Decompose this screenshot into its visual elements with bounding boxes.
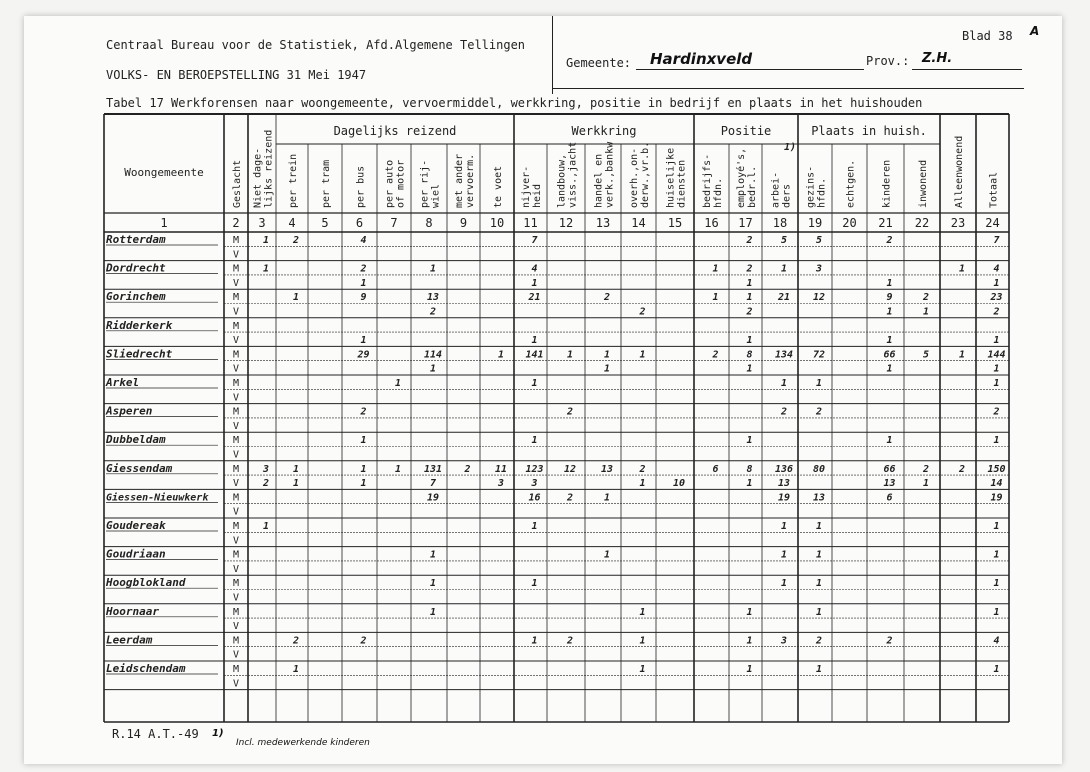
gender-v: V — [232, 678, 240, 690]
cell-value: 134 — [774, 349, 794, 361]
cell-value: 19 — [990, 492, 1003, 504]
blad-label: Blad 38 — [962, 29, 1013, 43]
cell-value: 3 — [815, 263, 823, 275]
cell-value: 1 — [993, 606, 1000, 618]
cell-value: 13 — [883, 478, 896, 490]
gender-m: M — [232, 235, 240, 246]
cell-value: 123 — [525, 463, 544, 475]
cell-value: 1 — [815, 606, 823, 618]
cell-value: 1 — [292, 292, 300, 304]
cell-value: 1 — [815, 549, 823, 561]
cell-value: 1 — [429, 263, 437, 275]
column-number-22: 22 — [914, 216, 930, 230]
gender-m: M — [232, 635, 240, 647]
cell-value: 4 — [993, 263, 1000, 275]
municipality-name: Giessen-Nieuwkerk — [106, 492, 209, 504]
cell-value: 1 — [993, 549, 1000, 561]
column-label-3-part-1: lijks reizend — [263, 129, 275, 208]
cell-value: 141 — [525, 349, 544, 361]
cell-value: 2 — [780, 406, 788, 418]
cell-value: 1 — [360, 435, 367, 447]
cell-value: 3 — [531, 478, 538, 490]
cell-value: 2 — [993, 306, 1000, 318]
cell-value: 1 — [292, 478, 300, 490]
cell-value: 1 — [886, 435, 893, 447]
cell-value: 12 — [563, 463, 577, 475]
census-sheet — [24, 16, 1062, 764]
cell-value: 14 — [990, 478, 1003, 490]
cell-value: 1 — [746, 478, 753, 490]
cell-value: 2 — [292, 235, 300, 246]
cell-value: 8 — [746, 463, 753, 475]
column-label-7-part-0: per auto — [384, 159, 396, 208]
gender-m: M — [232, 406, 240, 418]
column-label-4-part-0: per trein — [288, 153, 299, 208]
cell-value: 3 — [262, 463, 270, 475]
cell-value: 1 — [780, 521, 788, 532]
cell-value: 1 — [360, 335, 367, 347]
cell-value: 1 — [531, 635, 538, 647]
gender-m: M — [232, 435, 240, 447]
cell-value: 4 — [360, 235, 367, 246]
cell-value: 5 — [815, 235, 823, 246]
table-title: Tabel 17 Werkforensen naar woongemeente, vervoermiddel, werkkring, positie in bedrijf en plaats in het huishouden — [106, 96, 923, 110]
cell-value: 1 — [394, 378, 402, 389]
cell-value: 1 — [360, 463, 367, 475]
cell-value: 1 — [639, 478, 646, 490]
cell-value: 1 — [639, 606, 646, 618]
cell-value: 21 — [528, 292, 541, 304]
gemeente-label: Gemeente: — [566, 56, 632, 70]
column-number-20: 20 — [842, 216, 857, 230]
gender-v: V — [232, 592, 240, 604]
column-number-1: 1 — [160, 216, 168, 230]
municipality-name: Gorinchem — [106, 290, 166, 304]
column-label-19-part-1: hfdn. — [816, 177, 828, 208]
column-number-24: 24 — [985, 216, 1000, 230]
cell-value: 144 — [987, 349, 1006, 361]
cell-value: 66 — [883, 463, 896, 475]
cell-value: 2 — [712, 349, 719, 361]
cell-value: 1 — [746, 335, 753, 347]
cell-value: 1 — [429, 549, 437, 561]
cell-value: 1 — [780, 378, 788, 389]
column-number-17: 17 — [738, 216, 753, 230]
column-label-3-part-0: Niet dage- — [252, 147, 264, 208]
column-number-5: 5 — [321, 216, 329, 230]
cell-value: 7 — [531, 235, 538, 246]
column-label-11-part-0: nijver- — [521, 165, 532, 208]
cell-value: 1 — [993, 335, 1000, 347]
cell-value: 72 — [812, 349, 826, 361]
cell-value: 1 — [746, 664, 753, 675]
cell-value: 1 — [993, 435, 1000, 447]
column-number-12: 12 — [558, 216, 574, 230]
cell-value: 2 — [360, 263, 367, 275]
cell-value: 2 — [566, 635, 574, 647]
cell-value: 1 — [815, 521, 823, 532]
prov-value: Z.H. — [922, 51, 953, 66]
cell-value: 1 — [531, 578, 538, 590]
gender-m: M — [232, 492, 240, 504]
cell-value: 1 — [603, 492, 611, 504]
cell-value: 5 — [922, 349, 930, 361]
column-number-15: 15 — [667, 216, 683, 230]
cell-value: 1 — [886, 335, 893, 347]
blad-suffix: A — [1030, 24, 1040, 38]
cell-value: 1 — [603, 363, 611, 375]
column-label-8-part-0: per rij- — [419, 159, 431, 208]
column-label-21-part-0: kinderen — [881, 159, 893, 208]
gender-m: M — [232, 521, 240, 532]
gender-v: V — [232, 249, 240, 261]
cell-value: 2 — [262, 478, 270, 490]
cell-value: 1 — [886, 306, 893, 318]
cell-value: 2 — [639, 463, 646, 475]
column-label-14-part-1: derw.,vr.b. — [640, 141, 651, 208]
gender-m: M — [232, 664, 240, 675]
cell-value: 6 — [886, 492, 893, 504]
cell-value: 29 — [357, 349, 370, 361]
cell-value: 2 — [746, 306, 753, 318]
municipality-name: Dubbeldam — [106, 433, 166, 447]
cell-value: 1 — [531, 378, 538, 389]
cell-value: 13 — [426, 292, 440, 304]
cell-value: 1 — [780, 549, 788, 561]
column-label-12-part-0: landbouw, — [556, 153, 568, 208]
gender-v: V — [232, 306, 240, 318]
cell-value: 13 — [777, 478, 791, 490]
cell-value: 1 — [886, 277, 893, 289]
group-label-dagelijks: Dagelijks reizend — [333, 124, 457, 138]
column-label-16-part-1: hfdn. — [713, 177, 724, 208]
cell-value: 1 — [993, 578, 1000, 590]
cell-value: 3 — [497, 478, 505, 490]
column-label-13-part-0: handel en — [593, 153, 605, 208]
cell-value: 150 — [987, 463, 1006, 475]
cell-value: 1 — [639, 664, 646, 675]
cell-value: 1 — [922, 478, 930, 490]
gender-m: M — [232, 320, 240, 332]
cell-value: 1 — [639, 635, 646, 647]
gender-v: V — [232, 506, 240, 518]
municipality-name: Ridderkerk — [106, 318, 173, 332]
gender-v: V — [232, 449, 240, 461]
cell-value: 1 — [993, 521, 1000, 532]
column-label-14-part-0: overh.,on- — [629, 147, 640, 208]
cell-value: 2 — [360, 635, 367, 647]
column-number-4: 4 — [288, 216, 296, 230]
cell-value: 1 — [639, 349, 646, 361]
cell-value: 2 — [815, 406, 823, 418]
gender-m: M — [232, 578, 240, 590]
municipality-name: Leidschendam — [106, 662, 186, 675]
column-18-footnote-mark: 1) — [783, 142, 797, 153]
cell-value: 1 — [603, 349, 611, 361]
cell-value: 2 — [746, 235, 753, 246]
column-label-16-part-0: bedrijfs- — [702, 153, 713, 208]
cell-value: 136 — [774, 463, 794, 475]
cell-value: 1 — [815, 664, 823, 675]
cell-value: 1 — [993, 378, 1000, 389]
cell-value: 1 — [603, 549, 611, 561]
column-label-15-part-0: huiselijke — [665, 147, 677, 208]
cell-value: 1 — [746, 292, 753, 304]
cell-value: 1 — [922, 306, 930, 318]
cell-value: 3 — [780, 635, 788, 647]
gender-m: M — [232, 549, 240, 561]
municipality-name: Rotterdam — [106, 233, 166, 246]
cell-value: 19 — [426, 492, 440, 504]
cell-value: 2 — [639, 306, 646, 318]
municipality-name: Hoogblokland — [106, 576, 186, 590]
column-label-24-part-0: Totaal — [988, 171, 1000, 208]
cell-value: 1 — [497, 349, 505, 361]
cell-value: 6 — [712, 463, 719, 475]
cell-value: 9 — [886, 292, 893, 304]
cell-value: 1 — [958, 349, 966, 361]
municipality-name: Hoornaar — [106, 604, 159, 618]
group-label-werkkring: Werkkring — [571, 124, 637, 138]
column-number-23: 23 — [950, 216, 966, 230]
cell-value: 12 — [812, 292, 826, 304]
municipality-name: Goudriaan — [106, 547, 166, 561]
column-label-11-part-1: heid — [532, 183, 543, 208]
gender-m: M — [232, 378, 240, 389]
cell-value: 23 — [990, 292, 1003, 304]
municipality-name: Leerdam — [106, 633, 153, 647]
column-number-8: 8 — [425, 216, 433, 230]
gender-v: V — [232, 535, 240, 547]
footnote-text: Incl. medewerkende kinderen — [236, 738, 370, 748]
gender-v: V — [232, 363, 240, 375]
cell-value: 9 — [360, 292, 367, 304]
cell-value: 7 — [429, 478, 437, 490]
cell-value: 19 — [777, 492, 791, 504]
column-number-14: 14 — [631, 216, 646, 230]
cell-value: 1 — [993, 363, 1000, 375]
cell-value: 2 — [815, 635, 823, 647]
cell-value: 1 — [886, 363, 893, 375]
cell-value: 1 — [394, 463, 402, 475]
cell-value: 2 — [993, 406, 1000, 418]
cell-value: 2 — [292, 635, 300, 647]
column-number-6: 6 — [355, 216, 364, 230]
municipality-name: Asperen — [106, 404, 153, 418]
cell-value: 1 — [531, 277, 538, 289]
cell-value: 2 — [429, 306, 437, 318]
column-label-9-part-1: vervoerm. — [465, 153, 476, 208]
column-number-13: 13 — [595, 216, 611, 230]
column-number-18: 18 — [772, 216, 788, 230]
column-label-18-part-1: ders — [781, 183, 793, 208]
cell-value: 1 — [815, 378, 823, 389]
cell-value: 2 — [464, 463, 471, 475]
cell-value: 16 — [528, 492, 541, 504]
column-number-10: 10 — [489, 216, 505, 230]
cell-value: 8 — [746, 349, 753, 361]
cell-value: 10 — [672, 478, 686, 490]
column-label-17-part-0: employé's, — [736, 147, 747, 208]
gender-v: V — [232, 420, 240, 432]
column-label-2-part-0: Geslacht — [232, 159, 243, 208]
column-number-3: 3 — [258, 216, 266, 230]
column-number-2: 2 — [232, 216, 240, 230]
footnote-mark: 1) — [212, 728, 224, 739]
column-label-9-part-0: met ander — [454, 153, 465, 208]
group-label-positie: Positie — [720, 124, 772, 138]
gender-m: M — [232, 349, 240, 361]
column-label-13-part-1: verk.,bankw — [604, 141, 616, 208]
cell-value: 1 — [262, 263, 270, 275]
cell-value: 2 — [922, 292, 930, 304]
cell-value: 1 — [958, 263, 966, 275]
cell-value: 1 — [746, 635, 753, 647]
cell-value: 1 — [429, 606, 437, 618]
census-heading: VOLKS- EN BEROEPSTELLING 31 Mei 1947 — [106, 68, 367, 82]
cell-value: 7 — [993, 235, 1000, 246]
column-label-18-part-0: arbei- — [770, 171, 782, 208]
cell-value: 5 — [780, 235, 788, 246]
municipality-name: Sliedrecht — [106, 347, 173, 361]
cell-value: 1 — [780, 263, 788, 275]
gemeente-value: Hardinxveld — [650, 50, 753, 68]
cell-value: 1 — [712, 263, 719, 275]
column-label-7-part-1: of motor — [395, 159, 407, 208]
cell-value: 1 — [292, 664, 300, 675]
gender-v: V — [232, 478, 240, 490]
column-label-woongemeente: Woongemeente — [124, 166, 204, 179]
cell-value: 2 — [566, 492, 574, 504]
cell-value: 2 — [886, 635, 893, 647]
cell-value: 1 — [292, 463, 300, 475]
column-label-8-part-1: wiel — [430, 183, 442, 208]
cell-value: 1 — [746, 363, 753, 375]
municipality-name: Arkel — [106, 376, 140, 389]
cell-value: 13 — [812, 492, 826, 504]
cell-value: 1 — [746, 435, 753, 447]
cell-value: 114 — [423, 349, 443, 361]
cell-value: 1 — [531, 521, 538, 532]
cell-value: 1 — [262, 521, 270, 532]
column-label-5-part-0: per tram — [321, 159, 332, 208]
cell-value: 4 — [531, 263, 538, 275]
census-table — [24, 16, 1062, 764]
column-label-12-part-1: viss.,jacht — [567, 141, 579, 208]
gender-v: V — [232, 392, 240, 404]
column-number-19: 19 — [807, 216, 823, 230]
cell-value: 1 — [712, 292, 719, 304]
gender-m: M — [232, 606, 240, 618]
gender-v: V — [232, 277, 240, 289]
cell-value: 1 — [780, 578, 788, 590]
column-label-19-part-0: gezins- — [805, 165, 817, 208]
cell-value: 1 — [531, 435, 538, 447]
column-label-23-part-0: Alleenwonend — [954, 135, 965, 208]
cell-value: 1 — [531, 335, 538, 347]
column-label-17-part-1: bedr.l. — [747, 165, 758, 208]
cell-value: 2 — [603, 292, 611, 304]
column-number-7: 7 — [390, 216, 398, 230]
cell-value: 1 — [360, 277, 367, 289]
gender-m: M — [232, 263, 240, 275]
cell-value: 1 — [815, 578, 823, 590]
cell-value: 1 — [262, 235, 270, 246]
gender-v: V — [232, 335, 240, 347]
cell-value: 2 — [360, 406, 367, 418]
cell-value: 131 — [423, 463, 443, 475]
cell-value: 4 — [993, 635, 1000, 647]
cell-value: 2 — [746, 263, 753, 275]
cell-value: 2 — [922, 463, 930, 475]
cell-value: 1 — [993, 277, 1000, 289]
cell-value: 2 — [958, 463, 966, 475]
column-label-10-part-0: te voet — [493, 165, 504, 208]
cell-value: 1 — [746, 277, 753, 289]
bureau-heading: Centraal Bureau voor de Statistiek, Afd.Algemene Tellingen — [106, 38, 526, 52]
column-label-15-part-1: diensten — [676, 159, 688, 208]
cell-value: 1 — [566, 349, 574, 361]
gender-m: M — [232, 292, 240, 304]
form-code: R.14 A.T.-49 — [112, 727, 199, 741]
municipality-name: Goudereak — [106, 519, 166, 532]
cell-value: 1 — [429, 578, 437, 590]
prov-label: Prov.: — [866, 54, 910, 68]
cell-value: 80 — [812, 463, 826, 475]
municipality-name: Giessendam — [106, 461, 173, 475]
column-number-11: 11 — [523, 216, 538, 230]
gender-v: V — [232, 649, 240, 661]
group-label-plaats: Plaats in huish. — [811, 124, 927, 138]
cell-value: 1 — [360, 478, 367, 490]
gender-v: V — [232, 621, 240, 633]
cell-value: 1 — [746, 606, 753, 618]
column-label-22-part-0: inwonend — [918, 159, 929, 208]
cell-value: 66 — [883, 349, 896, 361]
cell-value: 2 — [886, 235, 893, 246]
cell-value: 1 — [993, 664, 1000, 675]
cell-value: 21 — [777, 292, 791, 304]
column-label-6-part-0: per bus — [355, 165, 367, 208]
gender-v: V — [232, 563, 240, 575]
column-label-20-part-0: echtgen. — [845, 159, 857, 208]
cell-value: 1 — [429, 363, 437, 375]
column-number-9: 9 — [459, 216, 468, 230]
column-number-16: 16 — [704, 216, 719, 230]
cell-value: 11 — [494, 463, 508, 475]
gender-m: M — [232, 463, 240, 475]
cell-value: 13 — [600, 463, 614, 475]
column-number-21: 21 — [878, 216, 893, 230]
cell-value: 2 — [566, 406, 574, 418]
municipality-name: Dordrecht — [106, 261, 166, 275]
